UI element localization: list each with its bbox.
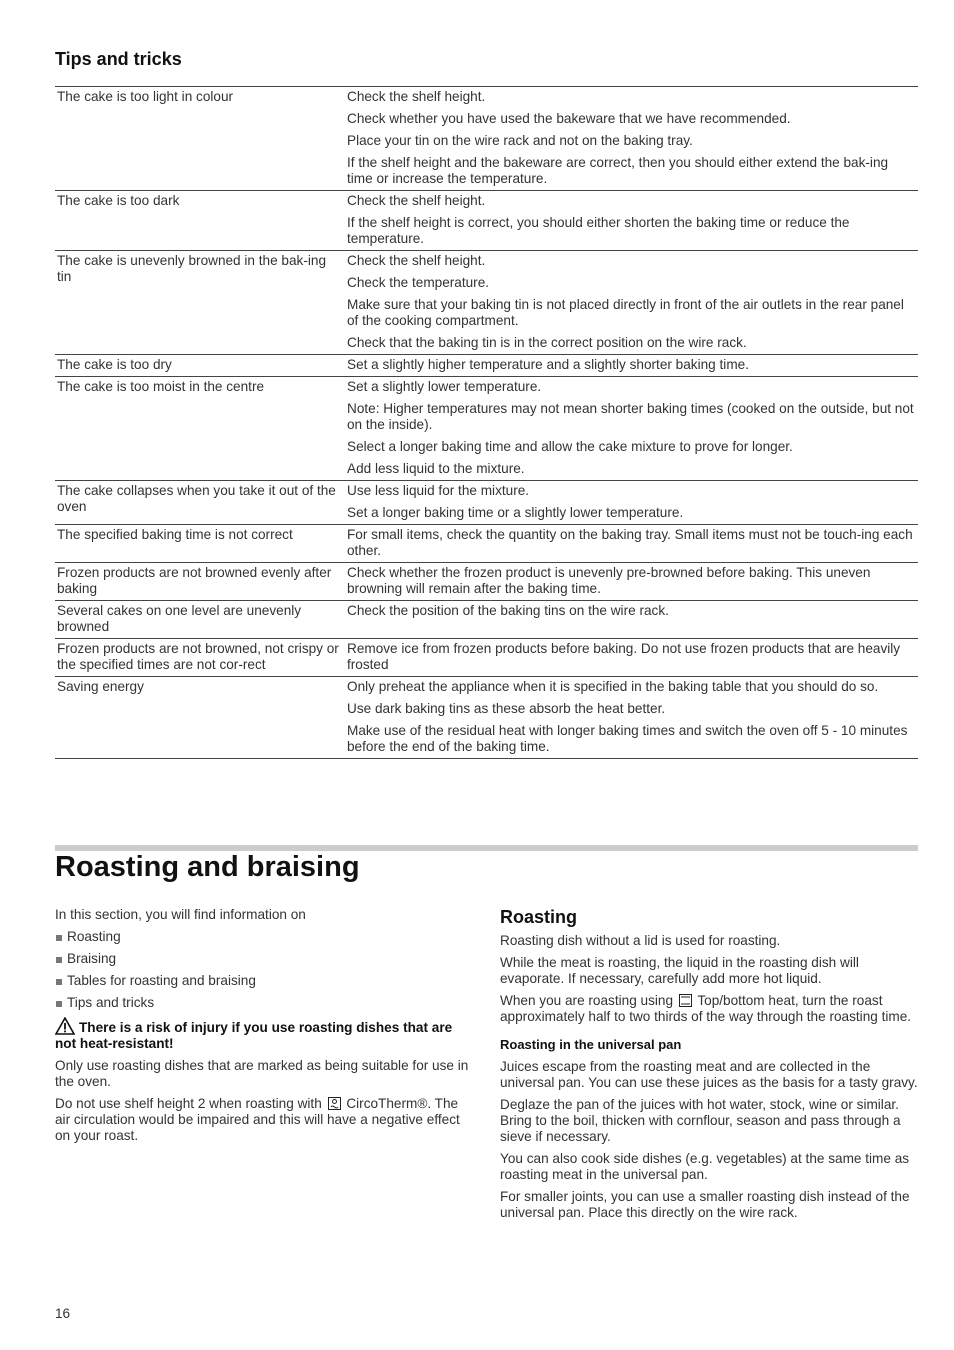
remedy-text: Set a longer baking time or a slightly lower temperature. — [347, 505, 684, 520]
remedy-cell — [343, 525, 918, 563]
table-row — [55, 191, 918, 251]
remedy-text: If the shelf height is correct, you should either shorten the baking time or reduce the temperature. — [347, 215, 850, 246]
remedy-text: Set a slightly lower temperature. — [347, 379, 542, 394]
remedy-text: If the shelf height and the bakeware are correct, then you should either extend the bak-ing time or increase the temperature. — [347, 155, 889, 186]
remedy-cell — [343, 191, 918, 251]
list-item: Roasting — [55, 929, 470, 945]
remedy-text: Place your tin on the wire rack and not on the baking tray. — [347, 133, 693, 148]
problem-cell: Frozen products are not browned evenly after baking — [57, 565, 332, 596]
problem-cell: Several cakes on one level are unevenly browned — [57, 603, 302, 634]
list-item: Tables for roasting and braising — [55, 973, 470, 989]
bullet-square-icon — [56, 1001, 62, 1007]
remedy-text: Select a longer baking time and allow the cake mixture to prove for longer. — [347, 439, 793, 454]
list-item: Braising — [55, 951, 470, 967]
remedy-text: Check whether you have used the bakeware that we have recommended. — [347, 111, 791, 126]
remedy-cell — [343, 639, 918, 677]
remedy-text: Note: Higher temperatures may not mean shorter baking times (cooked on the outside, but not on the inside). — [347, 401, 914, 432]
remedy-text: Check the shelf height. — [347, 253, 486, 268]
roasting-paragraph: Juices escape from the roasting meat and are collected in the universal pan. You can use these juices as the basis for a tasty gravy. — [500, 1059, 918, 1090]
table-row — [55, 677, 918, 759]
remedy-cell — [343, 251, 918, 355]
remedy-text: Make use of the residual heat with longer baking times and switch the oven off 5 - 10 minutes before the end of the baking time. — [347, 723, 908, 754]
table-row — [55, 601, 918, 639]
remedy-text: Check whether the frozen product is unevenly pre-browned before baking. This uneven browning will remain after the baking time. — [347, 565, 871, 596]
remedy-cell — [343, 601, 918, 639]
top-bottom-heat-icon — [679, 994, 692, 1007]
roasting-paragraph: While the meat is roasting, the liquid in the roasting dish will evaporate. If necessary, carefully add more hot liquid. — [500, 955, 859, 986]
bullet-square-icon — [56, 957, 62, 963]
remedy-cell — [343, 677, 918, 759]
roasting-heading: Roasting — [500, 907, 578, 927]
roasting-paragraph: Roasting dish without a lid is used for roasting. — [500, 933, 781, 948]
table-row — [55, 481, 918, 525]
table-row — [55, 563, 918, 601]
remedy-text: For small items, check the quantity on the baking tray. Small items must not be touch-ing each other. — [347, 527, 913, 558]
table-row — [55, 525, 918, 563]
remedy-text: Use dark baking tins as these absorb the heat better. — [347, 701, 666, 716]
section-title: Roasting and braising — [55, 851, 360, 883]
roasting-paragraph: You can also cook side dishes (e.g. vegetables) at the same time as roasting meat in the universal pan. — [500, 1151, 910, 1182]
intro-text: In this section, you will find information on — [55, 907, 306, 922]
remedy-cell — [343, 355, 918, 377]
warning-triangle-icon — [55, 1017, 75, 1035]
roasting-paragraph: Deglaze the pan of the juices with hot water, stock, wine or similar. Bring to the boil, thicken with cornflour, season and pass through a sieve if necessary. — [500, 1097, 901, 1144]
remedy-text: Make sure that your baking tin is not placed directly in front of the air outlets in the rear panel of the cooking compartment. — [347, 297, 904, 328]
roasting-paragraph: For smaller joints, you can use a smaller roasting dish instead of the universal pan. Place this directly on the wire rack. — [500, 1189, 910, 1220]
problem-cell: The cake is too light in colour — [57, 89, 234, 104]
remedy-cell — [343, 481, 918, 525]
problem-cell: Saving energy — [57, 679, 144, 694]
bullet-square-icon — [56, 979, 62, 985]
list-item: Tips and tricks — [55, 995, 470, 1011]
problem-cell: The cake is too dark — [57, 193, 180, 208]
circotherm-icon — [328, 1097, 341, 1110]
problem-cell: Frozen products are not browned, not crispy or the specified times are not cor-rect — [57, 641, 339, 672]
topic-list — [55, 929, 470, 1011]
remedy-cell — [343, 563, 918, 601]
table-row — [55, 355, 918, 377]
right-column — [500, 907, 918, 1227]
table-row — [55, 377, 918, 481]
table-row — [55, 639, 918, 677]
remedy-text: Only preheat the appliance when it is specified in the baking table that you should do so. — [347, 679, 879, 694]
problem-cell: The cake collapses when you take it out of the oven — [57, 483, 336, 514]
remedy-text: Remove ice from frozen products before baking. Do not use frozen products that are heavily frosted — [347, 641, 901, 672]
remedy-text: Check that the baking tin is in the correct position on the wire rack. — [347, 335, 747, 350]
problem-cell: The cake is too moist in the centre — [57, 379, 265, 394]
remedy-text: Check the shelf height. — [347, 193, 486, 208]
remedy-text: Set a slightly higher temperature and a slightly shorter baking time. — [347, 357, 749, 372]
remedy-text: Add less liquid to the mixture. — [347, 461, 525, 476]
roasting-paragraph: When you are roasting using Top/bottom heat, turn the roast approximately half to two thirds of the way through the roasting time. — [500, 993, 912, 1024]
remedy-text: Use less liquid for the mixture. — [347, 483, 530, 498]
tips-heading: Tips and tricks — [55, 49, 182, 69]
remedy-text: Check the position of the baking tins on the wire rack. — [347, 603, 669, 618]
tips-table — [55, 86, 918, 759]
problem-cell: The cake is too dry — [57, 357, 172, 372]
universal-pan-heading: Roasting in the universal pan — [500, 1037, 682, 1052]
remedy-cell — [343, 377, 918, 481]
warning-heading: There is a risk of injury if you use roasting dishes that are not heat-resistant! — [55, 1017, 470, 1052]
left-column — [55, 907, 470, 1150]
bullet-square-icon — [56, 935, 62, 941]
remedy-text: Check the temperature. — [347, 275, 490, 290]
page-number: 16 — [55, 1306, 71, 1321]
table-row — [55, 87, 918, 191]
problem-cell: The specified baking time is not correct — [57, 527, 293, 542]
problem-cell: The cake is unevenly browned in the bak-ing tin — [57, 253, 327, 284]
table-row — [55, 251, 918, 355]
shelf-note: Do not use shelf height 2 when roasting with CircoTherm®. The air circulation would be impaired and this will have a negative effect on your roast. — [55, 1096, 460, 1143]
warning-text: Only use roasting dishes that are marked as being suitable for use in the oven. — [55, 1058, 469, 1089]
remedy-text: Check the shelf height. — [347, 89, 486, 104]
remedy-cell — [343, 87, 918, 191]
